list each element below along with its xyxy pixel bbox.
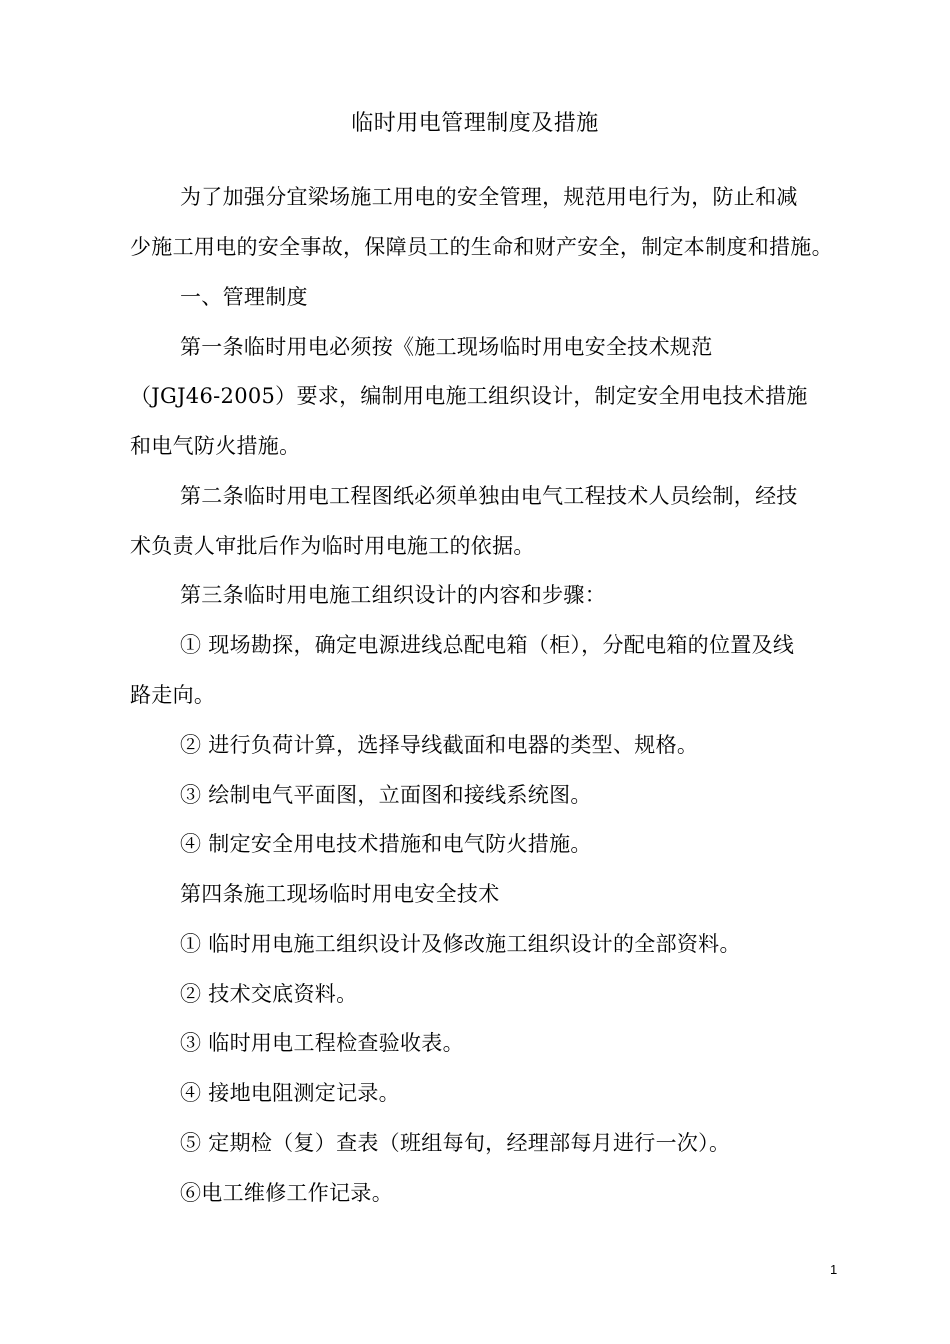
paragraph-line: 少施工用电的安全事故，保障员工的生命和财产安全，制定本制度和措施。 [130,235,833,259]
paragraph-line: 和电气防火措施。 [130,434,301,458]
list-item: ① 现场勘探，确定电源进线总配电箱（柜），分配电箱的位置及线 [180,633,795,657]
paragraph-line: 第三条临时用电施工组织设计的内容和步骤： [180,583,606,607]
list-item: ① 临时用电施工组织设计及修改施工组织设计的全部资料。 [180,932,741,956]
paragraph-line: （JGJ46-2005）要求，编制用电施工组织设计，制定安全用电技术措施 [130,384,808,408]
list-item: ② 技术交底资料。 [180,982,358,1006]
list-item: ② 进行负荷计算，选择导线截面和电器的类型、规格。 [180,733,699,757]
document-title: 临时用电管理制度及措施 [351,111,599,136]
list-item: ⑥电工维修工作记录。 [180,1181,393,1205]
paragraph-line: 术负责人审批后作为临时用电施工的依据。 [130,534,535,558]
paragraph-line: 第四条施工现场临时用电安全技术 [180,882,500,906]
list-item: ③ 临时用电工程检查验收表。 [180,1031,464,1055]
list-item: ③ 绘制电气平面图，立面图和接线系统图。 [180,783,592,807]
list-item: ④ 接地电阻测定记录。 [180,1081,400,1105]
paragraph-line: 为了加强分宜梁场施工用电的安全管理，规范用电行为，防止和减 [180,185,798,209]
list-item: ⑤ 定期检（复）查表（班组每旬，经理部每月进行一次）。 [180,1131,731,1155]
list-item-continuation: 路走向。 [130,683,216,707]
section-heading: 一、管理制度 [180,285,308,309]
paragraph-line: 第二条临时用电工程图纸必须单独由电气工程技术人员绘制，经技 [180,484,798,508]
list-item: ④ 制定安全用电技术措施和电气防火措施。 [180,832,592,856]
paragraph-line: 第一条临时用电必须按《施工现场临时用电安全技术规范 [180,335,713,359]
page-number: 1 [830,1262,838,1277]
